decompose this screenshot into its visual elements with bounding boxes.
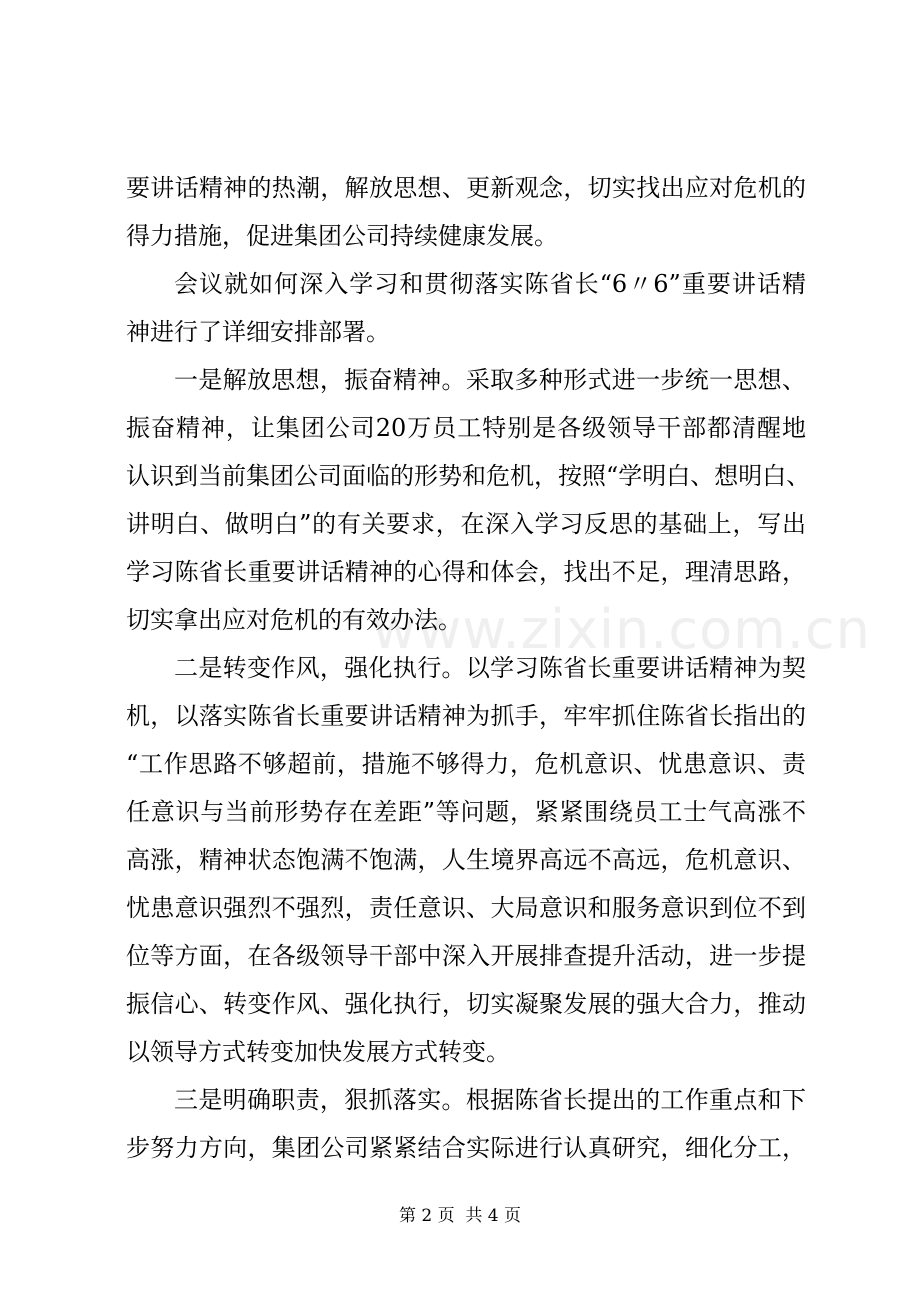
text-line: 会议就如何深入学习和贯彻落实陈省长“6〃6”重要讲话精 (174, 270, 806, 298)
text-line: 步努力方向，集团公司紧紧结合实际进行认真研究，细化分工， (126, 1134, 806, 1162)
text-line: 要讲话精神的热潮，解放思想、更新观念，切实找出应对危机的 (126, 174, 806, 202)
text-line: 振奋精神，让集团公司20万员工特别是各级领导干部都清醒地 (126, 414, 806, 442)
text-line: 一是解放思想，振奋精神。采取多种形式进一步统一思想、 (174, 366, 806, 394)
text-line: 以领导方式转变加快发展方式转变。 (126, 1038, 510, 1066)
text-line: 切实拿出应对危机的有效办法。 (126, 606, 462, 634)
text-line: 高涨，精神状态饱满不饱满，人生境界高远不高远，危机意识、 (126, 846, 806, 874)
text-line: 机，以落实陈省长重要讲话精神为抓手，牢牢抓住陈省长指出的 (126, 702, 806, 730)
text-line: 神进行了详细安排部署。 (126, 318, 390, 346)
text-line: 位等方面，在各级领导干部中深入开展排查提升活动，进一步提 (126, 942, 806, 970)
text-line: 得力措施，促进集团公司持续健康发展。 (126, 222, 558, 250)
text-line: “工作思路不够超前，措施不够得力，危机意识、忧患意识、责 (126, 750, 806, 778)
text-line: 忧患意识强烈不强烈，责任意识、大局意识和服务意识到位不到 (126, 894, 806, 922)
text-line: 三是明确职责，狠抓落实。根据陈省长提出的工作重点和下 (174, 1086, 806, 1114)
text-line: 认识到当前集团公司面临的形势和危机，按照“学明白、想明白、 (126, 462, 811, 490)
watermark: www.zixin.com.cn (372, 598, 871, 661)
text-line: 学习陈省长重要讲话精神的心得和体会，找出不足，理清思路， (126, 558, 806, 586)
text-line: 讲明白、做明白”的有关要求，在深入学习反思的基础上，写出 (126, 510, 806, 538)
text-line: 二是转变作风，强化执行。以学习陈省长重要讲话精神为契 (174, 654, 806, 682)
text-line: 振信心、转变作风、强化执行，切实凝聚发展的强大合力，推动 (126, 990, 806, 1018)
text-line: 任意识与当前形势存在差距”等问题，紧紧围绕员工士气高涨不 (126, 798, 806, 826)
page-footer: 第 2 页 共 4 页 (398, 1206, 522, 1226)
